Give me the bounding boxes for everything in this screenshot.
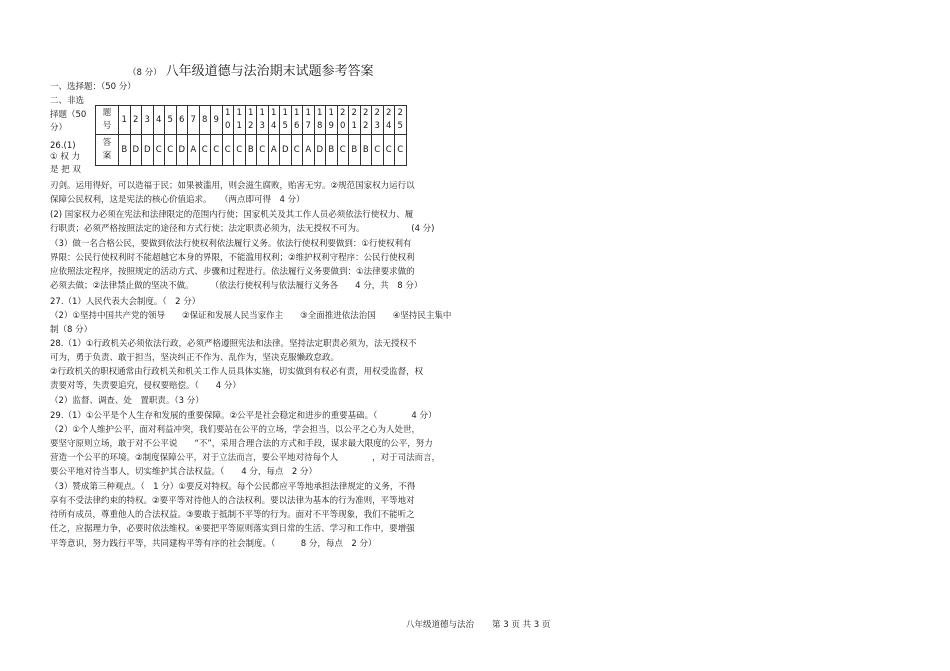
answer-13: C xyxy=(257,135,269,166)
answer-line: 26.(1) xyxy=(50,141,76,151)
answer-line: 制（8 分） xyxy=(50,325,93,335)
page-footer xyxy=(406,618,568,630)
question-number-10: 1 0 xyxy=(222,106,234,135)
answer-12: B xyxy=(245,135,257,166)
answer-5: C xyxy=(165,135,177,166)
question-number-8: 8 xyxy=(199,106,211,135)
answer-line: 是 把 双 xyxy=(50,165,81,175)
answer-line: ②行政机关的职权通常由行政机关和机关工作人员具体实施，切实做到有权必有责，用权受监督，权 xyxy=(50,367,424,377)
answer-table xyxy=(95,105,407,166)
answer-3: D xyxy=(142,135,154,166)
answer-line: （3）赞成第三种观点。（ 1 分）①要反对特权。每个公民都应平等地承担法律规定的义务，不得 xyxy=(50,482,416,492)
question-number-14: 1 4 xyxy=(268,106,280,135)
answer-15: D xyxy=(280,135,292,166)
answer-21: B xyxy=(349,135,361,166)
question-number-11: 1 1 xyxy=(234,106,246,135)
answer-11: C xyxy=(234,135,246,166)
question-number-6: 6 xyxy=(176,106,188,135)
question-number-4: 4 xyxy=(153,106,165,135)
answer-line: 平等意识，努力践行平等，共同建构平等有序的社会制度。（ 8 分，每点 2 分） xyxy=(50,539,377,549)
answer-row xyxy=(96,135,407,166)
answer-line: (2) 国家权力必须在宪法和法律限定的范围内行使；国家机关及其工作人员必须依法行使权力、履 xyxy=(50,210,414,220)
page-title xyxy=(128,60,374,79)
question-number-9: 9 xyxy=(211,106,223,135)
question-number-22: 2 2 xyxy=(360,106,372,135)
answer-line: 可为，勇于负责、敢于担当，坚决纠正不作为、乱作为，坚决克服懒政怠政。 xyxy=(50,353,340,363)
answer-line: 应依照法定程序，按照规定的活动方式、步骤和过程进行。依法履行义务要做到：①法律要求做的 xyxy=(50,267,415,277)
answer-line: 行职责；必须严格按照法定的途径和方式行使；法定职责必须为，法无授权不可为。 (4 分) xyxy=(50,224,435,234)
question-number-3: 3 xyxy=(142,106,154,135)
answer-line: ① 权 力 xyxy=(50,152,81,162)
answer-20: C xyxy=(337,135,349,166)
answer-16: C xyxy=(291,135,303,166)
answer-line: 保障公民权利，这是宪法的核心价值追求。 （两点即可得 4 分） xyxy=(50,195,305,205)
answer-line: （3）做一名合格公民，要做到依法行使权利依法履行义务。依法行使权利要做到：①行使权利有 xyxy=(50,239,412,249)
question-number-20: 2 0 xyxy=(337,106,349,135)
answer-line: （2）①个人维护公平，面对利益冲突，我们要站在公平的立场，学会担当，以公平之心为人处世， xyxy=(50,425,421,435)
question-number-17: 1 7 xyxy=(303,106,315,135)
answer-line: 待所有成员，尊重他人的合法权益。③要敢于抵制不平等的行为。面对不平等现象，我们不能听之 xyxy=(50,510,415,520)
question-number-23: 2 3 xyxy=(372,106,384,135)
question-number-21: 2 1 xyxy=(349,106,361,135)
answer-line: 要公平地对待当事人，切实维护其合法权益。（ 4 分，每点 2 分） xyxy=(50,467,317,477)
answer-18: D xyxy=(314,135,326,166)
section-non-choice: 二、非选 xyxy=(50,96,85,106)
question-number-7: 7 xyxy=(188,106,200,135)
question-number-15: 1 5 xyxy=(280,106,292,135)
answer-line: 营造一个公平的环境。②制度保障公平，对于立法而言，要公平地对待每个人 ，对于司法而言， xyxy=(50,453,441,463)
title-text: 八年级道德与法治期末试题参考答案 xyxy=(165,64,374,79)
question-number-19: 1 9 xyxy=(326,106,338,135)
answer-6: D xyxy=(176,135,188,166)
answer-line: 享有不受法律约束的特权。②要平等对待他人的合法权利。要以法律为基本的行为准则，平等地对 xyxy=(50,496,415,506)
question-number-5: 5 xyxy=(165,106,177,135)
question-number-16: 1 6 xyxy=(291,106,303,135)
question-number-18: 1 8 xyxy=(314,106,326,135)
answer-7: A xyxy=(188,135,200,166)
footer-page: 第 3 页 共 3 页 xyxy=(492,620,551,630)
answer-line: 29.（1）①公平是个人生存和发展的重要保障。②公平是社会稳定和进步的重要基础。（ 4 分） xyxy=(50,411,437,421)
answer-23: C xyxy=(372,135,384,166)
answer-line: （2）监督、调查、处 置职责。（3 分） xyxy=(50,396,204,406)
answer-22: B xyxy=(360,135,372,166)
answer-25: C xyxy=(395,135,407,166)
title-score: （8 分） xyxy=(128,68,162,78)
question-number-12: 1 2 xyxy=(245,106,257,135)
answer-9: C xyxy=(211,135,223,166)
question-number-24: 2 4 xyxy=(383,106,395,135)
footer-subject: 八年级道德与法治 xyxy=(406,620,475,630)
answer-4: C xyxy=(153,135,165,166)
answer-24: C xyxy=(383,135,395,166)
answer-19: B xyxy=(326,135,338,166)
mcq-label-1: 择题（50 xyxy=(50,110,87,120)
answer-10: C xyxy=(222,135,234,166)
answer-2: D xyxy=(130,135,142,166)
question-number-1: 1 xyxy=(119,106,131,135)
answer-line: 27.（1）人民代表大会制度。（ 2 分） xyxy=(50,297,201,307)
mcq-label-2: 分） xyxy=(50,123,68,133)
answer-line: 要坚守原则立场，敢于对不公平说 “不”，采用合理合法的方式和手段，谋求最大限度的公平，努力 xyxy=(50,439,433,449)
answer-header: 答 案 xyxy=(96,135,119,166)
question-number-2: 2 xyxy=(130,106,142,135)
question-number-25: 2 5 xyxy=(395,106,407,135)
answer-line: 界限：公民行使权利时不能超越它本身的界限，不能滥用权利；②维护权利守程序：公民行使权利 xyxy=(50,253,415,263)
question-number-13: 1 3 xyxy=(257,106,269,135)
question-number-row xyxy=(96,106,407,135)
answer-line: 责要对等，失责要追究，侵权要赔偿。（ 4 分） xyxy=(50,381,241,391)
answer-17: A xyxy=(303,135,315,166)
answer-line: 任之，应据理力争，必要时依法维权。④要把平等原则落实到日常的生活、学习和工作中，要增强 xyxy=(50,524,415,534)
answer-8: C xyxy=(199,135,211,166)
question-number-header: 题 号 xyxy=(96,106,119,135)
answer-line: 必须去做；②法律禁止做的坚决不做。 （依法行使权利与依法履行义务各 4 分，共 8 分） xyxy=(50,281,423,291)
answer-line: 28.（1）①行政机关必须依法行政，必须严格遵照宪法和法律。坚持法定职责必须为，法无授权不 xyxy=(50,339,417,349)
answer-line: 刃剑。运用得好，可以造福于民；如果被滥用，则会滋生腐败，贻害无穷。②规范国家权力运行以 xyxy=(50,181,415,191)
section-choice: 一、选择题：（50 分） xyxy=(50,82,136,92)
answer-1: B xyxy=(119,135,131,166)
answer-line: （2）①坚持中国共产党的领导 ②保证和发展人民当家作主 ③全面推进依法治国 ④坚持民主集中 xyxy=(50,311,452,321)
answer-14: A xyxy=(268,135,280,166)
